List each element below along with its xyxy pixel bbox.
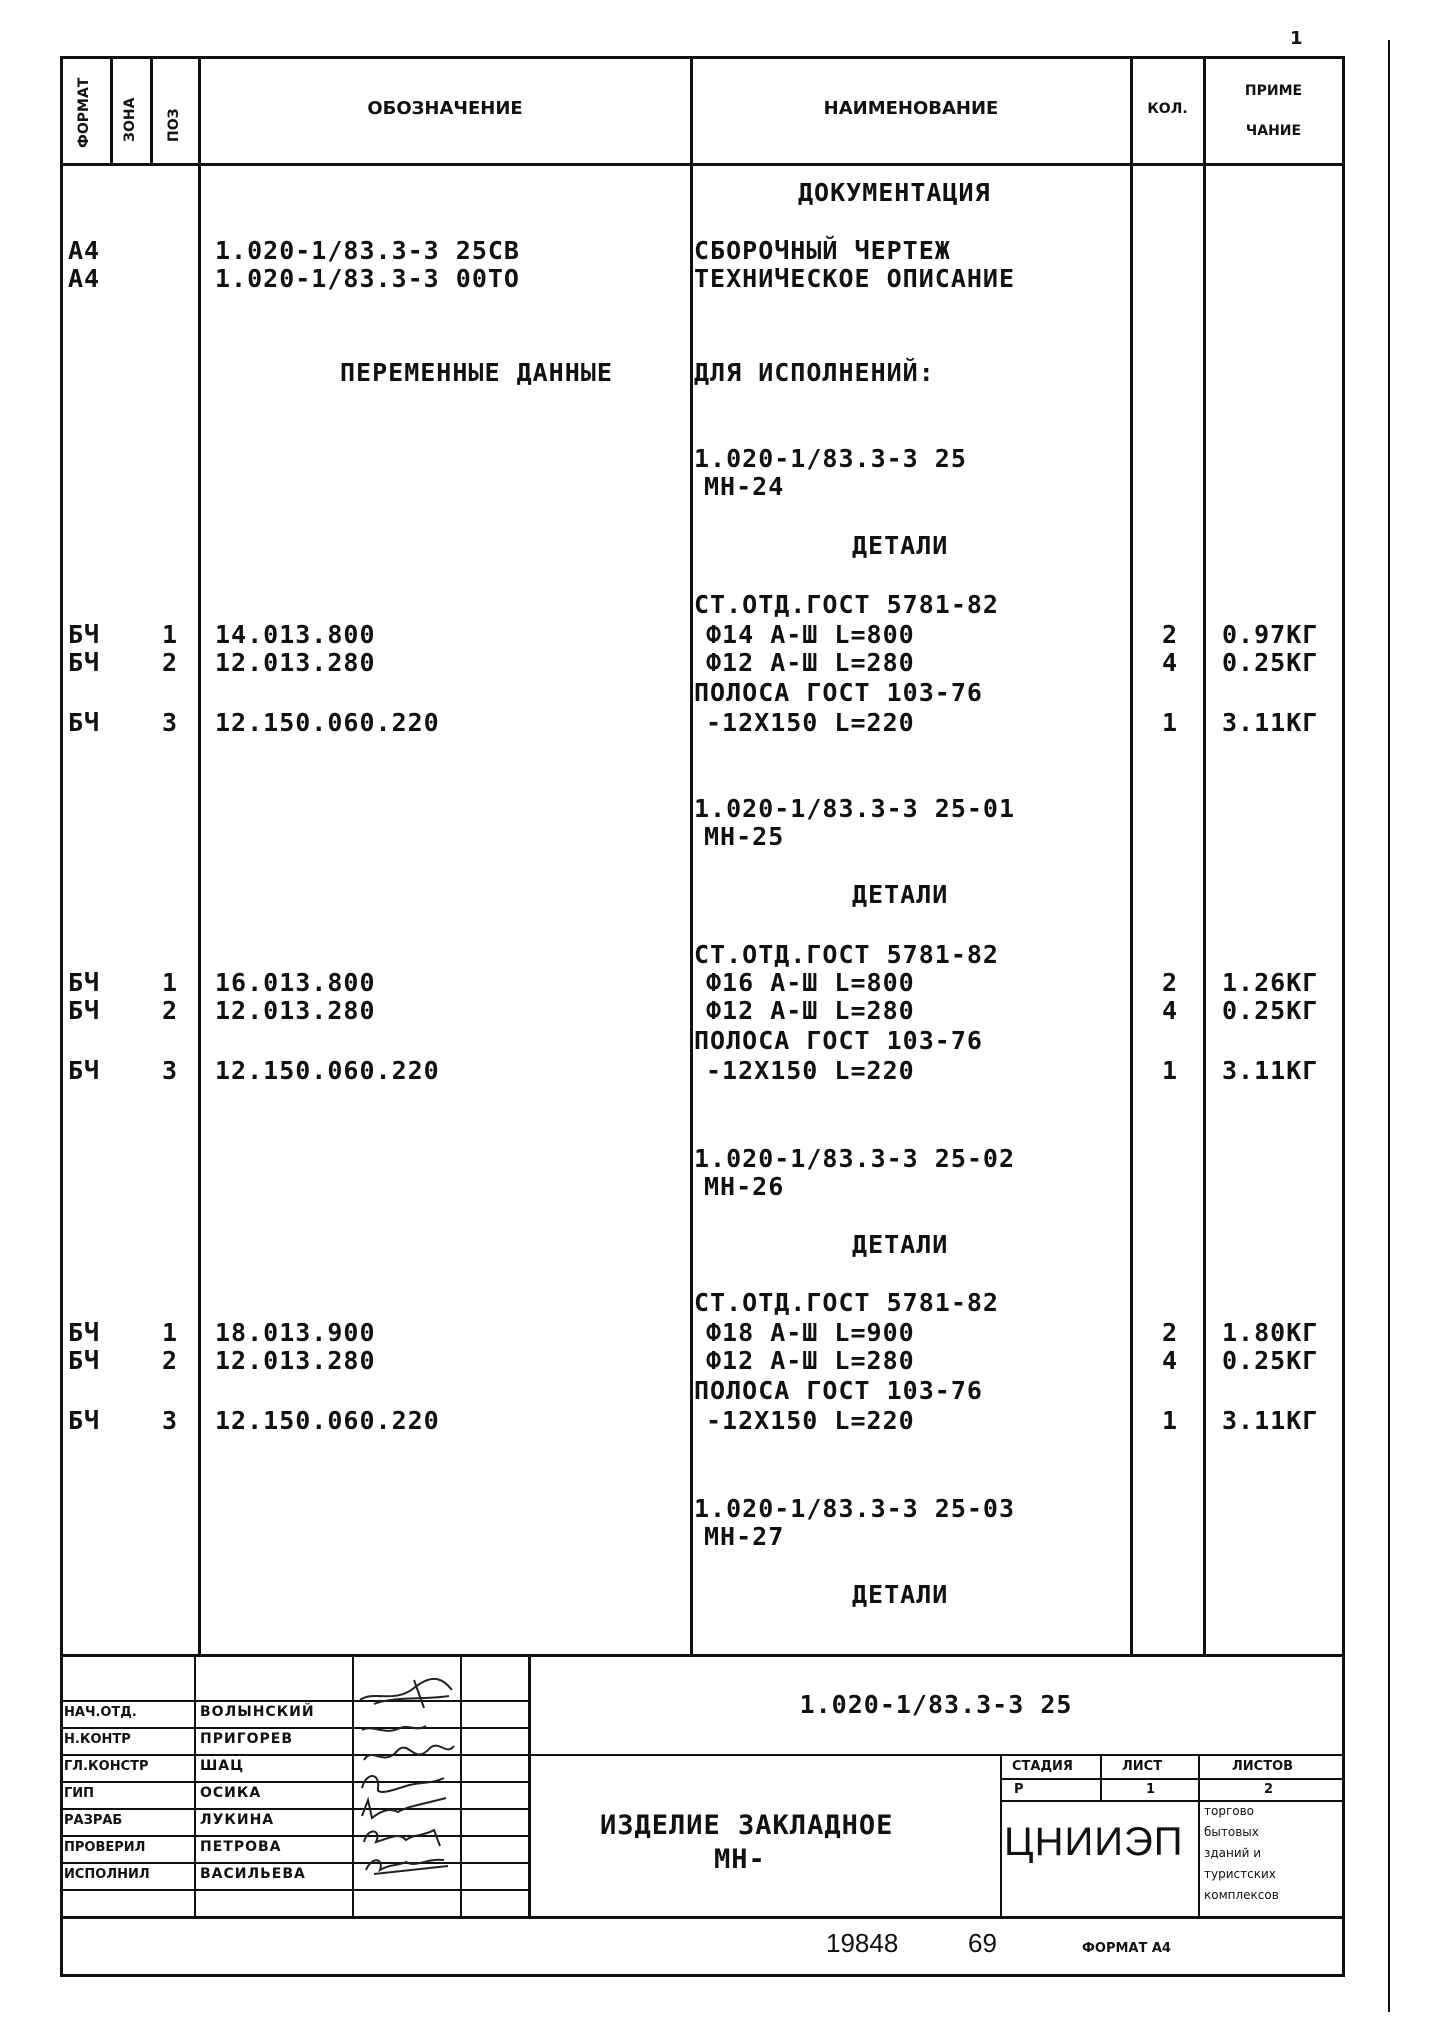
variant-3-parts-title: ДЕТАЛИ <box>852 1230 949 1259</box>
v1-r2-qty: 4 <box>1162 648 1179 677</box>
variant-2-std1: СТ.ОТД.ГОСТ 5781-82 <box>694 940 999 969</box>
signatures-image <box>354 1660 458 1916</box>
tb-name-7: ВАСИЛЬЕВА <box>200 1866 306 1882</box>
v3-r2-note: 0.25КГ <box>1222 1346 1319 1375</box>
footer-format: ФОРМАТ А4 <box>1082 1941 1171 1956</box>
footer-inv-no: 19848 <box>826 1928 899 1958</box>
v3-r3-note: 3.11КГ <box>1222 1406 1319 1435</box>
tb-sheets-label: ЛИСТОВ <box>1232 1759 1294 1774</box>
col-qty-div <box>1203 56 1206 1656</box>
variant-4-code: 1.020-1/83.3-3 25-03 <box>694 1494 1016 1523</box>
v2-r3-designation: 12.150.060.220 <box>215 1056 440 1085</box>
hdr-format: ФОРМАТ <box>76 77 92 148</box>
sheet-mark: 1 <box>1290 28 1303 49</box>
variable-data-right: ДЛЯ ИСПОЛНЕНИЙ: <box>694 358 935 387</box>
col-pos-div <box>198 56 201 1656</box>
v3-r1-qty: 2 <box>1162 1318 1179 1347</box>
tb-col-role <box>194 1654 196 1919</box>
title-block-bottom <box>60 1916 1345 1919</box>
tb-stage-label: СТАДИЯ <box>1012 1759 1073 1774</box>
tb-sheet-label: ЛИСТ <box>1122 1759 1163 1774</box>
variant-2-mark: МН-25 <box>704 822 785 851</box>
hdr-name: НАИМЕНОВАНИЕ <box>823 98 999 119</box>
v1-r1-name: Ф14 А-Ш L=800 <box>706 620 915 649</box>
v1-r2-designation: 12.013.280 <box>215 648 376 677</box>
tb-name-5: ЛУКИНА <box>200 1812 275 1828</box>
v2-r1-pos: 1 <box>162 968 179 997</box>
v1-r2-name: Ф12 А-Ш L=280 <box>706 648 915 677</box>
v2-r1-qty: 2 <box>1162 968 1179 997</box>
tb-item-name-1: ИЗДЕЛИЕ ЗАКЛАДНОЕ <box>600 1810 894 1841</box>
v1-r1-note: 0.97КГ <box>1222 620 1319 649</box>
variant-1-code: 1.020-1/83.3-3 25 <box>694 444 967 473</box>
tb-role-3: ГЛ.КОНСТР <box>64 1759 149 1774</box>
v3-r3-designation: 12.150.060.220 <box>215 1406 440 1435</box>
hdr-pos: ПОЗ <box>166 108 182 142</box>
tb-role-2: Н.КОНТР <box>64 1732 131 1747</box>
tb-role-4: ГИП <box>64 1786 95 1801</box>
col-zone-div <box>150 56 153 166</box>
v3-r3-pos: 3 <box>162 1406 179 1435</box>
variant-2-parts-title: ДЕТАЛИ <box>852 880 949 909</box>
variant-2-code: 1.020-1/83.3-3 25-01 <box>694 794 1016 823</box>
doc-row-2-format: А4 <box>68 264 101 293</box>
tb-row-line-3 <box>60 1754 1345 1756</box>
v3-r2-pos: 2 <box>162 1346 179 1375</box>
tb-stage-line-1 <box>1000 1778 1345 1780</box>
tb-name-1: ВОЛЫНСКИЙ <box>200 1704 315 1720</box>
tb-stage-line-2 <box>1000 1800 1345 1802</box>
tb-col-sheet <box>1100 1754 1102 1802</box>
v3-r2-fmt: БЧ <box>68 1346 101 1375</box>
variant-3-std2: ПОЛОСА ГОСТ 103-76 <box>694 1376 983 1405</box>
v3-r3-name: -12Х150 L=220 <box>706 1406 915 1435</box>
tb-sheet-value: 1 <box>1146 1782 1156 1797</box>
frame-left <box>60 56 63 1976</box>
hdr-designation: ОБОЗНАЧЕНИЕ <box>367 98 523 119</box>
variant-1-std2: ПОЛОСА ГОСТ 103-76 <box>694 678 983 707</box>
v1-r1-qty: 2 <box>1162 620 1179 649</box>
v1-r3-qty: 1 <box>1162 708 1179 737</box>
tb-item-name-2: МН- <box>714 1844 766 1875</box>
tb-stage-value: Р <box>1014 1782 1024 1797</box>
tb-role-1: НАЧ.ОТД. <box>64 1705 137 1720</box>
variant-3-mark: МН-26 <box>704 1172 785 1201</box>
tb-name-4: ОСИКА <box>200 1785 262 1801</box>
v2-r2-pos: 2 <box>162 996 179 1025</box>
v3-r1-pos: 1 <box>162 1318 179 1347</box>
tb-org: ЦНИИЭП <box>1004 1820 1184 1864</box>
v1-r1-fmt: БЧ <box>68 620 101 649</box>
v3-r1-fmt: БЧ <box>68 1318 101 1347</box>
tb-col-sign <box>460 1654 462 1919</box>
v3-r1-designation: 18.013.900 <box>215 1318 376 1347</box>
v3-r1-note: 1.80КГ <box>1222 1318 1319 1347</box>
hdr-note-1: ПРИМЕ <box>1244 83 1303 99</box>
hdr-note-2: ЧАНИЕ <box>1245 123 1302 139</box>
tb-org-desc-4: туристских <box>1204 1867 1276 1881</box>
v1-r1-designation: 14.013.800 <box>215 620 376 649</box>
doc-row-2-designation: 1.020-1/83.3-3 00ТО <box>215 264 520 293</box>
variant-2-std2: ПОЛОСА ГОСТ 103-76 <box>694 1026 983 1055</box>
frame-top <box>60 56 1342 59</box>
v1-r3-name: -12Х150 L=220 <box>706 708 915 737</box>
v2-r3-name: -12Х150 L=220 <box>706 1056 915 1085</box>
hdr-zone: ЗОНА <box>122 97 138 142</box>
v1-r3-note: 3.11КГ <box>1222 708 1319 737</box>
tb-org-desc-2: бытовых <box>1204 1825 1259 1839</box>
header-line <box>60 163 1345 166</box>
v2-r2-fmt: БЧ <box>68 996 101 1025</box>
v2-r1-designation: 16.013.800 <box>215 968 376 997</box>
variant-3-code: 1.020-1/83.3-3 25-02 <box>694 1144 1016 1173</box>
frame-right-outer <box>1388 40 1390 2012</box>
tb-org-desc-5: комплексов <box>1204 1888 1279 1902</box>
tb-doc-code: 1.020-1/83.3-3 25 <box>799 1690 1073 1719</box>
v1-r3-fmt: БЧ <box>68 708 101 737</box>
tb-role-5: РАЗРАБ <box>64 1813 123 1828</box>
doc-row-1-designation: 1.020-1/83.3-3 25СВ <box>215 236 520 265</box>
v3-r2-designation: 12.013.280 <box>215 1346 376 1375</box>
tb-name-2: ПРИГОРЕВ <box>200 1731 294 1747</box>
v1-r2-note: 0.25КГ <box>1222 648 1319 677</box>
tb-org-desc-1: торгово <box>1204 1804 1255 1818</box>
doc-row-2-name: ТЕХНИЧЕСКОЕ ОПИСАНИЕ <box>694 264 1016 293</box>
footer-num: 69 <box>968 1928 997 1958</box>
variant-3-std1: СТ.ОТД.ГОСТ 5781-82 <box>694 1288 999 1317</box>
section-documentation: ДОКУМЕНТАЦИЯ <box>798 178 991 207</box>
v3-r1-name: Ф18 А-Ш L=900 <box>706 1318 915 1347</box>
v3-r2-qty: 4 <box>1162 1346 1179 1375</box>
v2-r2-designation: 12.013.280 <box>215 996 376 1025</box>
variant-4-mark: МН-27 <box>704 1522 785 1551</box>
frame-bottom <box>60 1974 1345 1977</box>
hdr-qty: КОЛ. <box>1147 101 1188 117</box>
v2-r3-qty: 1 <box>1162 1056 1179 1085</box>
tb-role-6: ПРОВЕРИЛ <box>64 1840 146 1855</box>
tb-org-desc-3: зданий и <box>1204 1846 1262 1860</box>
tb-col-sheets <box>1198 1754 1200 1919</box>
tb-name-6: ПЕТРОВА <box>200 1839 282 1855</box>
tb-sheets-value: 2 <box>1264 1782 1274 1797</box>
v2-r1-fmt: БЧ <box>68 968 101 997</box>
tb-name-3: ШАЦ <box>200 1758 245 1774</box>
variant-4-parts-title: ДЕТАЛИ <box>852 1580 949 1609</box>
v1-r3-designation: 12.150.060.220 <box>215 708 440 737</box>
v2-r3-pos: 3 <box>162 1056 179 1085</box>
col-name-div <box>1130 56 1133 1656</box>
v3-r3-fmt: БЧ <box>68 1406 101 1435</box>
v1-r2-pos: 2 <box>162 648 179 677</box>
variant-1-parts-title: ДЕТАЛИ <box>852 531 949 560</box>
v3-r3-qty: 1 <box>1162 1406 1179 1435</box>
v2-r2-note: 0.25КГ <box>1222 996 1319 1025</box>
v3-r2-name: Ф12 А-Ш L=280 <box>706 1346 915 1375</box>
v2-r1-name: Ф16 А-Ш L=800 <box>706 968 915 997</box>
v1-r2-fmt: БЧ <box>68 648 101 677</box>
title-block-top <box>60 1654 1345 1657</box>
v1-r3-pos: 3 <box>162 708 179 737</box>
variant-1-mark: МН-24 <box>704 472 785 501</box>
doc-row-1-format: А4 <box>68 236 101 265</box>
v1-r1-pos: 1 <box>162 620 179 649</box>
col-format-div <box>110 56 113 166</box>
v2-r1-note: 1.26КГ <box>1222 968 1319 997</box>
doc-row-1-name: СБОРОЧНЫЙ ЧЕРТЕЖ <box>694 236 951 265</box>
frame-right <box>1342 56 1345 1976</box>
v2-r3-note: 3.11КГ <box>1222 1056 1319 1085</box>
variant-1-std1: СТ.ОТД.ГОСТ 5781-82 <box>694 590 999 619</box>
v2-r3-fmt: БЧ <box>68 1056 101 1085</box>
variable-data-left: ПЕРЕМЕННЫЕ ДАННЫЕ <box>340 358 613 387</box>
col-designation-div <box>690 56 693 1656</box>
tb-role-7: ИСПОЛНИЛ <box>64 1867 150 1882</box>
v2-r2-qty: 4 <box>1162 996 1179 1025</box>
v2-r2-name: Ф12 А-Ш L=280 <box>706 996 915 1025</box>
